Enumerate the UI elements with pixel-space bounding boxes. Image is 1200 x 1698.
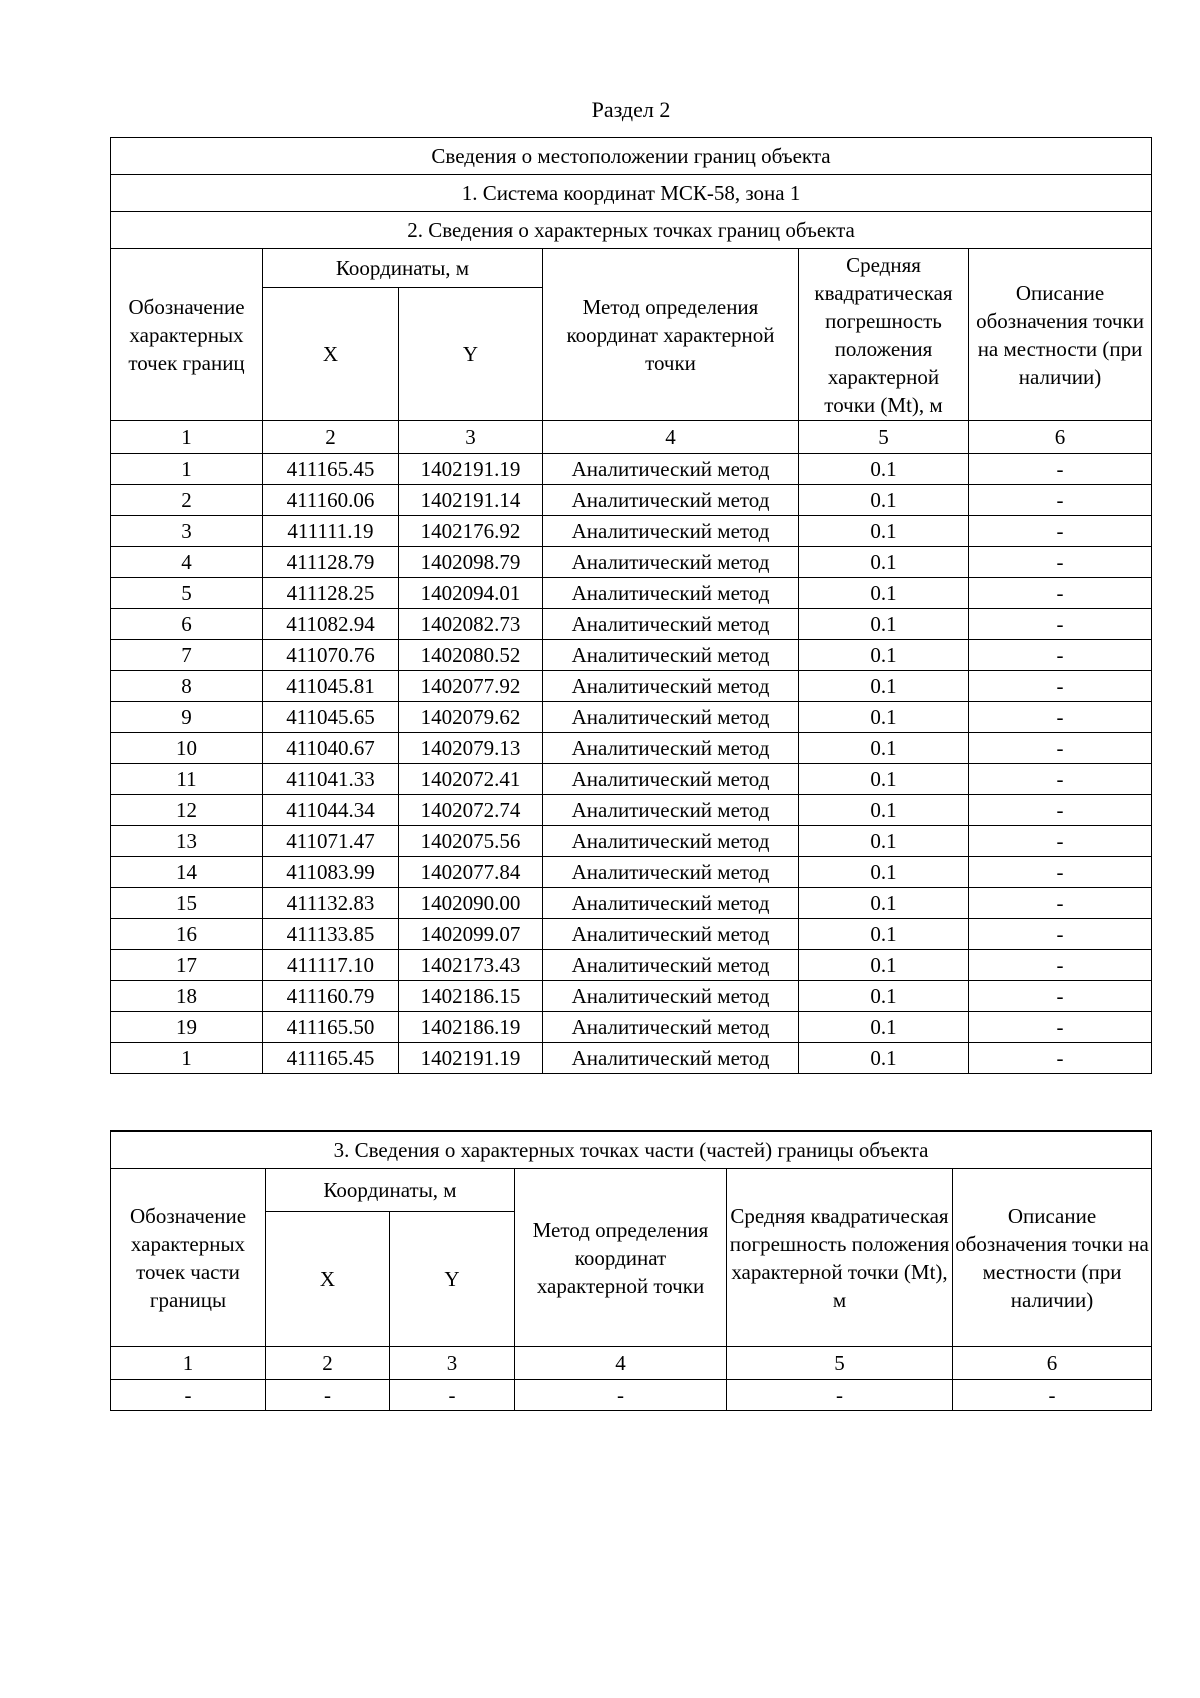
method-cell: Аналитический метод bbox=[543, 671, 799, 702]
table-row bbox=[111, 702, 1152, 733]
y-coordinate: 1402077.84 bbox=[399, 857, 543, 888]
x-coordinate: 411128.79 bbox=[263, 547, 399, 578]
description-cell: - bbox=[969, 826, 1152, 857]
header-mean-error: Средняя квадратическая погрешность положения характерной точки (Mt), м bbox=[727, 1169, 953, 1347]
header-coordinates: Координаты, м bbox=[266, 1169, 515, 1212]
method-cell: Аналитический метод bbox=[543, 640, 799, 671]
point-designation: 2 bbox=[111, 485, 263, 516]
points-section-heading: 2. Сведения о характерных точках границ объекта bbox=[111, 212, 1152, 249]
column-number: 5 bbox=[799, 421, 969, 454]
method-cell: Аналитический метод bbox=[543, 485, 799, 516]
description-cell: - bbox=[969, 640, 1152, 671]
y-coordinate: 1402191.14 bbox=[399, 485, 543, 516]
column-number: 2 bbox=[266, 1347, 390, 1380]
description-cell: - bbox=[969, 454, 1152, 485]
mean-error-cell: 0.1 bbox=[799, 857, 969, 888]
point-designation: 18 bbox=[111, 981, 263, 1012]
y-coordinate: 1402075.56 bbox=[399, 826, 543, 857]
description-cell: - bbox=[969, 764, 1152, 795]
column-number: 1 bbox=[111, 1347, 266, 1380]
table-row bbox=[111, 826, 1152, 857]
method-cell: Аналитический метод bbox=[543, 547, 799, 578]
header-x: X bbox=[266, 1212, 390, 1347]
column-numbers-row bbox=[111, 1347, 1152, 1380]
y-coordinate: 1402186.15 bbox=[399, 981, 543, 1012]
method-cell: Аналитический метод bbox=[543, 609, 799, 640]
column-number: 4 bbox=[515, 1347, 727, 1380]
method-cell: Аналитический метод bbox=[543, 516, 799, 547]
header-coordinates: Координаты, м bbox=[263, 249, 543, 288]
description-cell: - bbox=[969, 485, 1152, 516]
mean-error-cell: 0.1 bbox=[799, 702, 969, 733]
column-number: 3 bbox=[390, 1347, 515, 1380]
x-coordinate: 411083.99 bbox=[263, 857, 399, 888]
table-row bbox=[111, 609, 1152, 640]
part-points-section-heading: 3. Сведения о характерных точках части (частей) границы объекта bbox=[111, 1131, 1152, 1169]
point-designation: 13 bbox=[111, 826, 263, 857]
x-coordinate: 411165.50 bbox=[263, 1012, 399, 1043]
x-coordinate: 411160.79 bbox=[263, 981, 399, 1012]
point-designation: 9 bbox=[111, 702, 263, 733]
y-coordinate: 1402082.73 bbox=[399, 609, 543, 640]
description-cell: - bbox=[969, 950, 1152, 981]
header-mean-error: Средняя квадратическая погрешность положения характерной точки (Mt), м bbox=[799, 249, 969, 421]
point-designation: - bbox=[111, 1380, 266, 1411]
description-cell: - bbox=[969, 919, 1152, 950]
method-cell: Аналитический метод bbox=[543, 919, 799, 950]
mean-error-cell: 0.1 bbox=[799, 919, 969, 950]
y-coordinate: 1402186.19 bbox=[399, 1012, 543, 1043]
mean-error-cell: 0.1 bbox=[799, 1012, 969, 1043]
point-designation: 7 bbox=[111, 640, 263, 671]
mean-error-cell: 0.1 bbox=[799, 640, 969, 671]
y-coordinate: 1402099.07 bbox=[399, 919, 543, 950]
mean-error-cell: 0.1 bbox=[799, 981, 969, 1012]
description-cell: - bbox=[969, 547, 1152, 578]
mean-error-cell: 0.1 bbox=[799, 454, 969, 485]
method-cell: Аналитический метод bbox=[543, 981, 799, 1012]
table-row bbox=[111, 671, 1152, 702]
header-designation: Обозначение характерных точек части границы bbox=[111, 1169, 266, 1347]
header-method: Метод определения координат характерной точки bbox=[515, 1169, 727, 1347]
table-row bbox=[111, 857, 1152, 888]
method-cell: Аналитический метод bbox=[543, 764, 799, 795]
column-number: 6 bbox=[953, 1347, 1152, 1380]
point-designation: 12 bbox=[111, 795, 263, 826]
point-designation: 11 bbox=[111, 764, 263, 795]
description-cell: - bbox=[969, 795, 1152, 826]
point-designation: 17 bbox=[111, 950, 263, 981]
point-designation: 4 bbox=[111, 547, 263, 578]
table-row bbox=[111, 454, 1152, 485]
mean-error-cell: 0.1 bbox=[799, 826, 969, 857]
y-coordinate: 1402191.19 bbox=[399, 1043, 543, 1074]
description-cell: - bbox=[969, 981, 1152, 1012]
point-designation: 1 bbox=[111, 1043, 263, 1074]
method-cell: Аналитический метод bbox=[543, 1043, 799, 1074]
mean-error-cell: 0.1 bbox=[799, 547, 969, 578]
x-coordinate: 411117.10 bbox=[263, 950, 399, 981]
column-numbers-row bbox=[111, 421, 1152, 454]
column-number: 6 bbox=[969, 421, 1152, 454]
table-row bbox=[111, 888, 1152, 919]
table-row bbox=[111, 733, 1152, 764]
description-cell: - bbox=[969, 733, 1152, 764]
y-coordinate: 1402098.79 bbox=[399, 547, 543, 578]
table-row bbox=[111, 981, 1152, 1012]
mean-error-cell: 0.1 bbox=[799, 516, 969, 547]
column-number: 1 bbox=[111, 421, 263, 454]
table-row bbox=[111, 485, 1152, 516]
x-coordinate: 411132.83 bbox=[263, 888, 399, 919]
column-number: 3 bbox=[399, 421, 543, 454]
method-cell: Аналитический метод bbox=[543, 702, 799, 733]
mean-error-cell: 0.1 bbox=[799, 671, 969, 702]
table-row bbox=[111, 547, 1152, 578]
point-designation: 19 bbox=[111, 1012, 263, 1043]
point-designation: 8 bbox=[111, 671, 263, 702]
coordinate-system-row: 1. Система координат МСК-58, зона 1 bbox=[111, 175, 1152, 212]
description-cell: - bbox=[969, 888, 1152, 919]
mean-error-cell: 0.1 bbox=[799, 1043, 969, 1074]
header-method: Метод определения координат характерной точки bbox=[543, 249, 799, 421]
point-designation: 1 bbox=[111, 454, 263, 485]
method-cell: Аналитический метод bbox=[543, 578, 799, 609]
description-cell: - bbox=[969, 671, 1152, 702]
description-cell: - bbox=[969, 702, 1152, 733]
mean-error-cell: 0.1 bbox=[799, 950, 969, 981]
method-cell: Аналитический метод bbox=[543, 454, 799, 485]
x-coordinate: 411045.81 bbox=[263, 671, 399, 702]
point-designation: 6 bbox=[111, 609, 263, 640]
x-coordinate: 411070.76 bbox=[263, 640, 399, 671]
y-coordinate: 1402176.92 bbox=[399, 516, 543, 547]
object-boundaries-title: Сведения о местоположении границ объекта bbox=[111, 138, 1152, 175]
table-row bbox=[111, 578, 1152, 609]
x-coordinate: 411045.65 bbox=[263, 702, 399, 733]
mean-error-cell: 0.1 bbox=[799, 578, 969, 609]
table-row bbox=[111, 1043, 1152, 1074]
method-cell: Аналитический метод bbox=[543, 950, 799, 981]
mean-error-cell: - bbox=[727, 1380, 953, 1411]
y-coordinate: 1402191.19 bbox=[399, 454, 543, 485]
section-title: Раздел 2 bbox=[591, 97, 671, 122]
table-row bbox=[111, 516, 1152, 547]
y-coordinate: 1402080.52 bbox=[399, 640, 543, 671]
boundary-points-table bbox=[110, 137, 1152, 1074]
header-x: X bbox=[263, 288, 399, 421]
point-designation: 15 bbox=[111, 888, 263, 919]
x-coordinate: 411133.85 bbox=[263, 919, 399, 950]
x-coordinate: 411111.19 bbox=[263, 516, 399, 547]
mean-error-cell: 0.1 bbox=[799, 485, 969, 516]
y-coordinate: 1402090.00 bbox=[399, 888, 543, 919]
x-coordinate: 411071.47 bbox=[263, 826, 399, 857]
x-coordinate: 411128.25 bbox=[263, 578, 399, 609]
table-row bbox=[111, 919, 1152, 950]
y-coordinate: 1402072.41 bbox=[399, 764, 543, 795]
method-cell: Аналитический метод bbox=[543, 857, 799, 888]
x-coordinate: 411041.33 bbox=[263, 764, 399, 795]
description-cell: - bbox=[969, 1012, 1152, 1043]
point-designation: 16 bbox=[111, 919, 263, 950]
column-number: 2 bbox=[263, 421, 399, 454]
x-coordinate: 411040.67 bbox=[263, 733, 399, 764]
method-cell: Аналитический метод bbox=[543, 888, 799, 919]
description-cell: - bbox=[969, 857, 1152, 888]
mean-error-cell: 0.1 bbox=[799, 764, 969, 795]
description-cell: - bbox=[953, 1380, 1152, 1411]
point-designation: 5 bbox=[111, 578, 263, 609]
point-designation: 14 bbox=[111, 857, 263, 888]
description-cell: - bbox=[969, 1043, 1152, 1074]
method-cell: - bbox=[515, 1380, 727, 1411]
table-row bbox=[111, 1012, 1152, 1043]
x-coordinate: 411044.34 bbox=[263, 795, 399, 826]
method-cell: Аналитический метод bbox=[543, 826, 799, 857]
method-cell: Аналитический метод bbox=[543, 733, 799, 764]
table-row bbox=[111, 1380, 1152, 1411]
y-coordinate: - bbox=[390, 1380, 515, 1411]
table-row bbox=[111, 764, 1152, 795]
y-coordinate: 1402079.62 bbox=[399, 702, 543, 733]
table-row bbox=[111, 950, 1152, 981]
x-coordinate: 411165.45 bbox=[263, 454, 399, 485]
header-y: Y bbox=[399, 288, 543, 421]
header-description: Описание обозначения точки на местности (при наличии) bbox=[953, 1169, 1152, 1347]
x-coordinate: 411165.45 bbox=[263, 1043, 399, 1074]
y-coordinate: 1402072.74 bbox=[399, 795, 543, 826]
header-description: Описание обозначения точки на местности (при наличии) bbox=[969, 249, 1152, 421]
table-row bbox=[111, 640, 1152, 671]
method-cell: Аналитический метод bbox=[543, 1012, 799, 1043]
x-coordinate: - bbox=[266, 1380, 390, 1411]
mean-error-cell: 0.1 bbox=[799, 888, 969, 919]
y-coordinate: 1402079.13 bbox=[399, 733, 543, 764]
description-cell: - bbox=[969, 578, 1152, 609]
y-coordinate: 1402094.01 bbox=[399, 578, 543, 609]
mean-error-cell: 0.1 bbox=[799, 795, 969, 826]
header-y: Y bbox=[390, 1212, 515, 1347]
method-cell: Аналитический метод bbox=[543, 795, 799, 826]
header-designation: Обозначение характерных точек границ bbox=[111, 249, 263, 421]
column-number: 4 bbox=[543, 421, 799, 454]
description-cell: - bbox=[969, 516, 1152, 547]
x-coordinate: 411160.06 bbox=[263, 485, 399, 516]
point-designation: 10 bbox=[111, 733, 263, 764]
mean-error-cell: 0.1 bbox=[799, 733, 969, 764]
table-row bbox=[111, 795, 1152, 826]
mean-error-cell: 0.1 bbox=[799, 609, 969, 640]
point-designation: 3 bbox=[111, 516, 263, 547]
y-coordinate: 1402077.92 bbox=[399, 671, 543, 702]
description-cell: - bbox=[969, 609, 1152, 640]
column-number: 5 bbox=[727, 1347, 953, 1380]
y-coordinate: 1402173.43 bbox=[399, 950, 543, 981]
x-coordinate: 411082.94 bbox=[263, 609, 399, 640]
boundary-part-points-table bbox=[110, 1130, 1152, 1411]
